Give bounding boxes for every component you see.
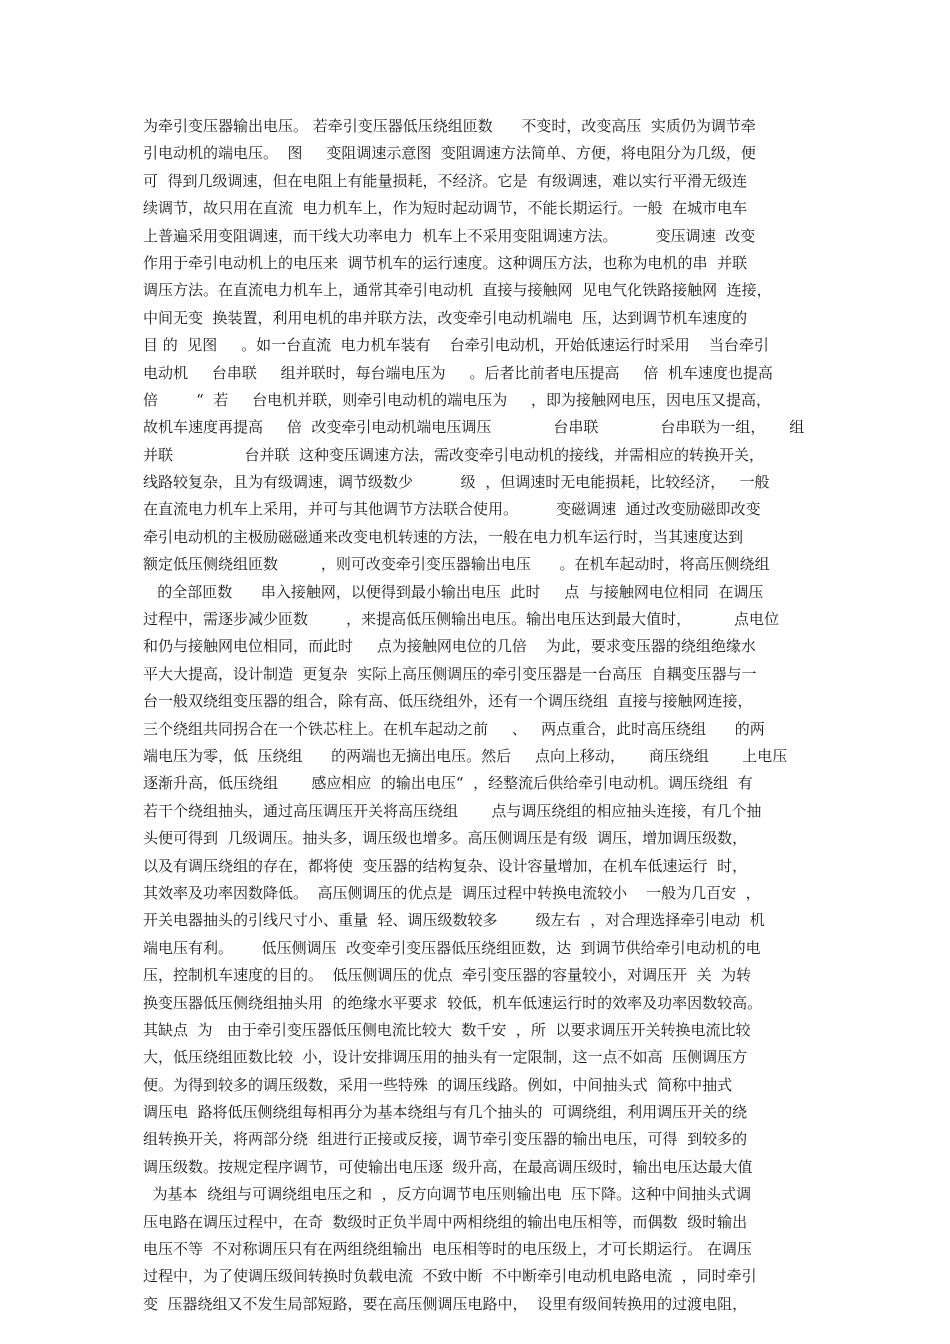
text-line: 上普遍采用变阻调速，而干线大功率电力 机车上不采用变阻调速方法。 变压调速 改变 bbox=[143, 226, 756, 245]
text-line: 线路较复杂，且为有级调速，调节级数少 级 ，但调速时无电能损耗，比较经济， 一般 bbox=[143, 473, 770, 492]
text-line: 故机车速度再提高 倍 改变牵引电动机端电压调压 台串联 台串联为一组， 组 bbox=[143, 418, 805, 437]
text-line: 换变压器低压侧绕组抽头用 的绝缘水平要求 较低，机车低速运行时的效率及功率因数较高。 bbox=[143, 993, 763, 1012]
text-line: 调压电 路将低压侧绕组每相再分为基本绕组与有几个抽头的 可调绕组，利用调压开关的绕 bbox=[143, 1103, 748, 1122]
text-line: 牵引电动机的主极励磁磁通来改变电机转速的方法，一般在电力机车运行时，当其速度达到 bbox=[143, 527, 744, 546]
text-line: 组转换开关，将两部分绕 组进行正接或反接，调节牵引变压器的输出电压，可得 到较多的 bbox=[143, 1130, 748, 1149]
text-line: 和仍与接触网电位相同，而此时 点为接触网电位的几倍 为此，要求变压器的绕组绝缘水 bbox=[143, 637, 756, 656]
text-line: 作用于牵引电动机上的电压来 调节机车的运行速度。这种调压方法，也称为电机的串 并联 bbox=[143, 253, 748, 272]
text-line: 在直流电力机车上采用，并可与其他调节方法联合使用。 变磁调速 通过改变励磁即改变 bbox=[143, 500, 761, 519]
text-line: 其缺点 为 由于牵引变压器低压侧电流比较大 数千安 ，所 以要求调压开关转换电流比较 bbox=[143, 1020, 751, 1039]
text-line: 续调节，故只用在直流 电力机车上，作为短时起动调节，不能长期运行。一般 在城市电车 bbox=[143, 199, 748, 218]
text-line: 过程中，需逐步减少匝数 ，来提高低压侧输出电压。输出电压达到最大值时， 点电位 bbox=[143, 610, 780, 629]
text-line: 大，低压绕组匝数比较 小，设计安排调压用的抽头有一定限制，这一点不如高 压侧调压方 bbox=[143, 1048, 748, 1067]
text-line: 平大大提高，设计制造 更复杂 实际上高压侧调压的牵引变压器是一台高压 自耦变压器与一 bbox=[143, 664, 757, 683]
text-line: 逐渐升高，低压绕组 感应相应 的输出电压“ ，经整流后供给牵引电动机。调压绕组 有 bbox=[143, 774, 753, 793]
text-line: 以及有调压绕组的存在，都将使 变压器的结构复杂、设计容量增加，在机车低速运行 时， bbox=[143, 856, 748, 875]
text-line: 端电压有利。 低压侧调压 改变牵引变压器低压绕组匝数，达 到调节供给牵引电动机的电 bbox=[143, 938, 761, 957]
text-line: 为基本 绕组与可调绕组电压之和 ，反方向调节电压则输出电 压下降。这种中间抽头式调 bbox=[143, 1185, 752, 1204]
text-line: 为牵引变压器输出电压。 若牵引变压器低压绕组匝数 不变时，改变高压 实质仍为调节牵 bbox=[143, 117, 756, 135]
text-line: 的全部匝数 串入接触网，以便得到最小输出电压 此时 点 与接触网电位相同 在调压 bbox=[143, 582, 764, 601]
text-line: 三个绕组共同拐合在一个铁芯柱上。在机车起动之前 、 两点重合，此时高压绕组 的两 bbox=[143, 719, 765, 738]
text-line: 调压级数。按规定程序调节，可使输出电压逐 级升高，在最高调压级时，输出电压达最大值 bbox=[143, 1157, 753, 1176]
text-line: 若干个绕组抽头，通过高压调压开关将高压绕组 点与调压绕组的相应抽头连接，有几个抽 bbox=[143, 801, 762, 820]
text-line: 调压方法。在直流电力机车上，通常其牵引电动机 直接与接触网 见电气化铁路接触网 连接， bbox=[143, 281, 772, 300]
text-line: 目 的 见图 。如一台直流 电力机车装有 台牵引电动机，开始低速运行时采用 当台牵引 bbox=[143, 336, 769, 355]
text-line: 可 得到几级调速，但在电阻上有能量损耗，不经济。它是 有级调速，难以实行平滑无级连 bbox=[143, 171, 748, 190]
text-line: 电动机 台串联 组并联时，每台端电压为 。后者比前者电压提高 倍 机车速度也提高 bbox=[143, 363, 773, 382]
text-line: 变 压器绕组又不发生局部短路，要在高压侧调压电路中， 设里有级间转换用的过渡电阻， bbox=[143, 1294, 748, 1313]
text-line: 压电路在调压过程中，在奇 数级时正负半周中两相绕组的输出电压相等，而偶数 级时输出 bbox=[143, 1212, 748, 1231]
text-line: 端电压为零，低 压绕组 的两端也无摘出电压。然后 点向上移动， 商压绕组 上电压 bbox=[143, 746, 788, 765]
text-line: 便。为得到较多的调压级数，采用一些特殊 的调压线路。例如，中间抽头式 简称中抽式 bbox=[143, 1075, 733, 1094]
text-line: 引电动机的端电压。 图 变阻调速示意图 变阻调速方法简单、方便，将电阻分为几级，便 bbox=[143, 144, 756, 163]
text-line: 其效率及功率因数降低。 高压侧调压的优点是 调压过程中转换电流较小 一般为几百安 ， bbox=[143, 883, 761, 902]
text-line: 倍 “ 若 台电机并联，则牵引电动机的端电压为 ，即为接触网电压，因电压又提高， bbox=[143, 390, 772, 409]
text-line: 额定低压侧绕组匝数 ，则可改变牵引变压器输出电压 。在机车起动时，将高压侧绕组 bbox=[143, 555, 770, 574]
text-line: 台一般双绕组变压器的组合，除有高、低压绕组外，还有一个调压绕组 直接与接触网连接， bbox=[143, 692, 753, 711]
text-line: 并联 台并联 这种变压调速方法，需改变牵引电动机的接线，并需相应的转换开关， bbox=[143, 445, 765, 464]
body-text bbox=[143, 113, 815, 1318]
text-line: 头便可得到 几级调压。抽头多，调压级也增多。高压侧调压是有级 调压，增加调压级数， bbox=[143, 829, 748, 848]
text-line: 过程中，为了使调压级间转换时负载电流 不致中断 不中断牵引电动机电路电流 ，同时牵引 bbox=[143, 1267, 757, 1286]
text-line: 开关电器抽头的引线尺寸小、重量 轻、调压级数较多 级左右 ，对合理选择牵引电动 机 bbox=[143, 911, 765, 930]
text-line: 电压不等 不对称调压只有在两组绕组输出 电压相等时的电压级上，才可长期运行。 在调压 bbox=[143, 1240, 752, 1259]
text-line: 压，控制机车速度的目的。 低压侧调压的优点 牵引变压器的容量较小，对调压开 关 为转 bbox=[143, 966, 752, 985]
text-line: 中间无变 换装置，利用电机的串并联方法，改变牵引电动机端电 压，达到调节机车速度的 bbox=[143, 308, 748, 327]
